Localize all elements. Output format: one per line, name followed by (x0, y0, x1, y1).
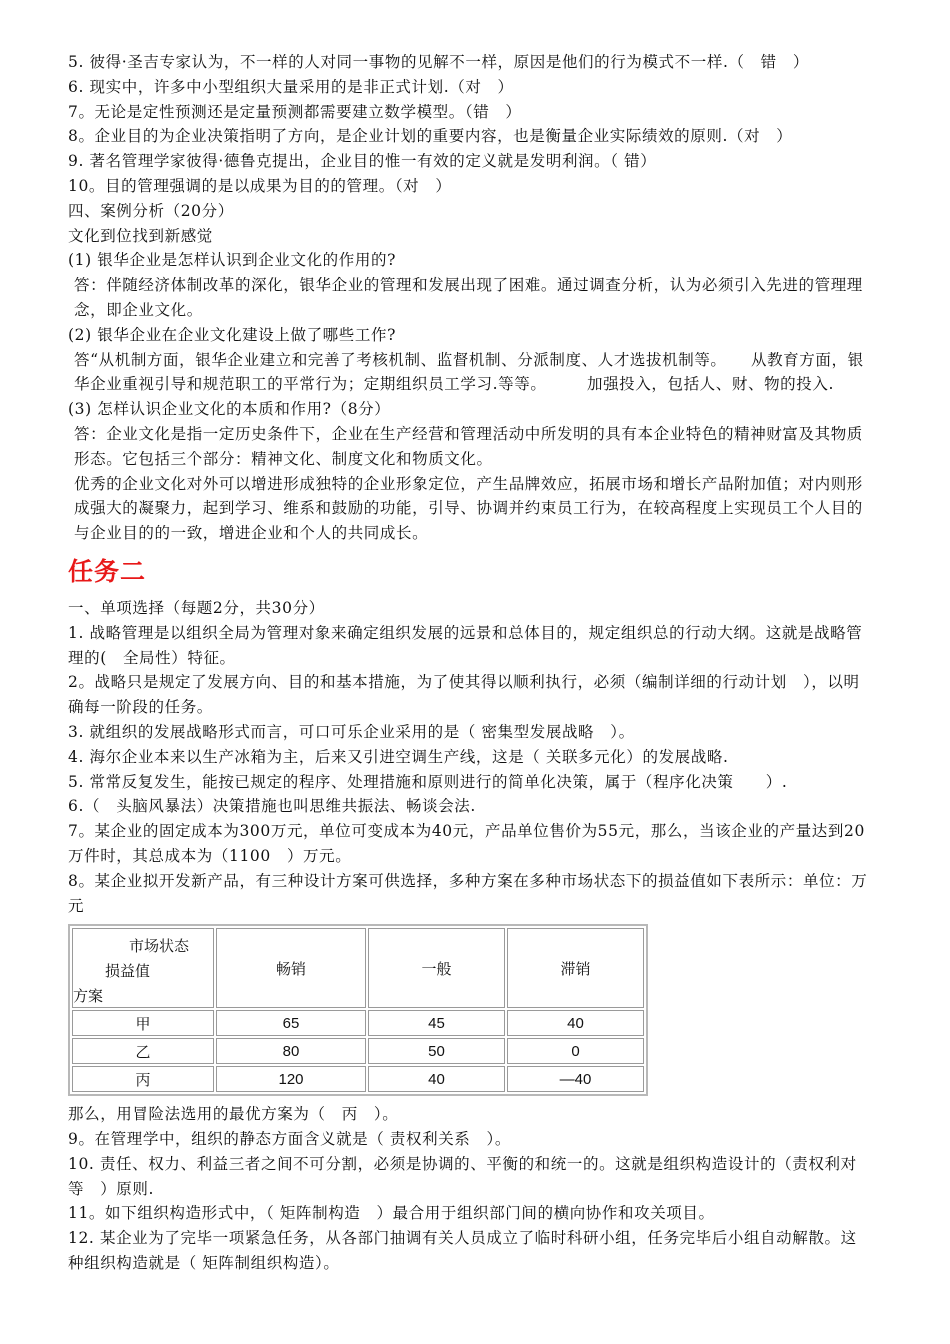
table-row (72, 1038, 644, 1064)
choice-item-10: 10. 责任、权力、利益三者之间不可分割，必须是协调的、平衡的和统一的。这就是组织构造设计的（责权利对等 ）原则. (68, 1154, 857, 1198)
choice-item-8-answer: 那么，用冒险法选用的最优方案为（ 丙 ）。 (68, 1105, 399, 1124)
table-header-cell: 一般 (368, 928, 505, 1008)
table-cell: —40 (507, 1066, 644, 1092)
table-cell: 120 (216, 1066, 366, 1092)
table-cell: 50 (368, 1038, 505, 1064)
case-title: 文化到位找到新感觉 (68, 226, 213, 245)
choice-item-2: 2。战略只是规定了发展方向、目的和基本措施，为了使其得以顺利执行，必须（编制详细的行动计划 ），以明确每一阶段的任务。 (68, 673, 860, 717)
table-cell: 40 (507, 1010, 644, 1036)
tf-item-10: 10。目的管理强调的是以成果为目的的管理。（对 ） (68, 176, 452, 195)
choice-item-12: 12. 某企业为了完毕一项紧急任务，从各部门抽调有关人员成立了临时科研小组，任务完毕后小组自动解散。这种组织构造就是（ 矩阵制组织构造）。 (68, 1229, 857, 1273)
choice-item-3: 3. 就组织的发展战略形式而言，可口可乐企业采用的是（ 密集型发展战略 ）。 (68, 722, 635, 741)
case-question-3: (3) 怎样认识企业文化的本质和作用?（8分） (68, 400, 391, 419)
table-row-label: 丙 (72, 1066, 214, 1092)
table-header-cell: 滞销 (507, 928, 644, 1008)
tf-item-7: 7。无论是定性预测还是定量预测都需要建立数学模型。（错 ） (68, 102, 522, 121)
case-section-title: 四、案例分析（20分） (68, 201, 234, 220)
case-answer-3: 答：企业文化是指一定历史条件下，企业在生产经营和管理活动中所发明的具有本企业特色的精神财富及其物质形态。它包括三个部分：精神文化、制度文化和物质文化。 (74, 424, 863, 468)
choice-item-11: 11。如下组织构造形式中，（ 矩阵制构造 ）最合用于组织部门间的横向协作和攻关项目。 (68, 1204, 715, 1223)
tf-item-9: 9. 著名管理学家彼得·德鲁克提出，企业目的惟一有效的定义就是发明利润。（ 错） (68, 152, 657, 171)
table-cell: 65 (216, 1010, 366, 1036)
table-cell: 45 (368, 1010, 505, 1036)
corner-label-plan: 方案 (73, 987, 104, 1006)
table-row-label: 甲 (72, 1010, 214, 1036)
table-row-label: 乙 (72, 1038, 214, 1064)
choice-item-8: 8。某企业拟开发新产品，有三种设计方案可供选择，多种方案在多种市场状态下的损益值如下表所示：单位：万元 (68, 871, 868, 915)
table-cell: 80 (216, 1038, 366, 1064)
table-cell: 40 (368, 1066, 505, 1092)
document-page (68, 50, 868, 1276)
choice-item-6: 6.（ 头脑风暴法）决策措施也叫思维共振法、畅谈会法. (68, 797, 476, 816)
corner-label-market: 市场状态 (129, 937, 190, 956)
table-cell: 0 (507, 1038, 644, 1064)
choice-item-4: 4. 海尔企业本来以生产冰箱为主，后来又引进空调生产线，这是（ 关联多元化）的发展战略. (68, 747, 729, 766)
case-answer-2: 答“从机制方面，银华企业建立和完善了考核机制、监督机制、分派制度、人才选拔机制等。 从教育方面，银华企业重视引导和规范职工的平常行为；定期组织员工学习.等等。 加强投入，包括人、财、物的投入. (74, 350, 864, 394)
corner-label-payoff: 损益值 (105, 962, 151, 981)
case-question-2: (2) 银华企业在企业文化建设上做了哪些工作? (68, 325, 396, 344)
table-corner-cell (72, 928, 214, 1008)
table-row (72, 1010, 644, 1036)
choice-item-7: 7。某企业的固定成本为300万元，单位可变成本为40元，产品单位售价为55元，那么，当该企业的产量达到20万件时，其总成本为（1100 ）万元。 (68, 822, 865, 865)
single-choice-section-title: 一、单项选择（每题2分，共30分） (68, 598, 325, 617)
table-header-row (72, 928, 644, 1008)
table-row (72, 1066, 644, 1092)
choice-item-9: 9。在管理学中，组织的静态方面含义就是（ 责权利关系 ）。 (68, 1130, 511, 1149)
task-two-heading: 任务二 (68, 556, 147, 586)
tf-item-8: 8。企业目的为企业决策指明了方向，是企业计划的重要内容，也是衡量企业实际绩效的原则.（对 ） (68, 127, 793, 146)
tf-item-5: 5. 彼得·圣吉专家认为，不一样的人对同一事物的见解不一样，原因是他们的行为模式不一样.（ 错 ） (68, 53, 809, 71)
case-answer-1: 答：伴随经济体制改革的深化，银华企业的管理和发展出现了困难。通过调查分析，认为必须引入先进的管理理念，即企业文化。 (74, 276, 863, 319)
case-answer-3b: 优秀的企业文化对外可以增进形成独特的企业形象定位，产生品牌效应，拓展市场和增长产品附加值；对内则形成强大的凝聚力，起到学习、维系和鼓励的功能，引导、协调并约束员工行为，在较高程度上实现员工个人目的与企业目的的一致，增进企业和个人的共同成长。 (74, 474, 863, 543)
table-header-cell: 畅销 (216, 928, 366, 1008)
tf-item-6: 6. 现实中，许多中小型组织大量采用的是非正式计划.（对 ） (68, 77, 514, 96)
case-question-1: (1) 银华企业是怎样认识到企业文化的作用的? (68, 251, 396, 270)
payoff-table (68, 924, 648, 1096)
choice-item-5: 5. 常常反复发生，能按已规定的程序、处理措施和原则进行的简单化决策，属于（程序化决策 ）. (68, 772, 788, 791)
choice-item-1: 1. 战略管理是以组织全局为管理对象来确定组织发展的远景和总体目的，规定组织总的行动大纲。这就是战略管理的( 全局性）特征。 (68, 623, 863, 667)
